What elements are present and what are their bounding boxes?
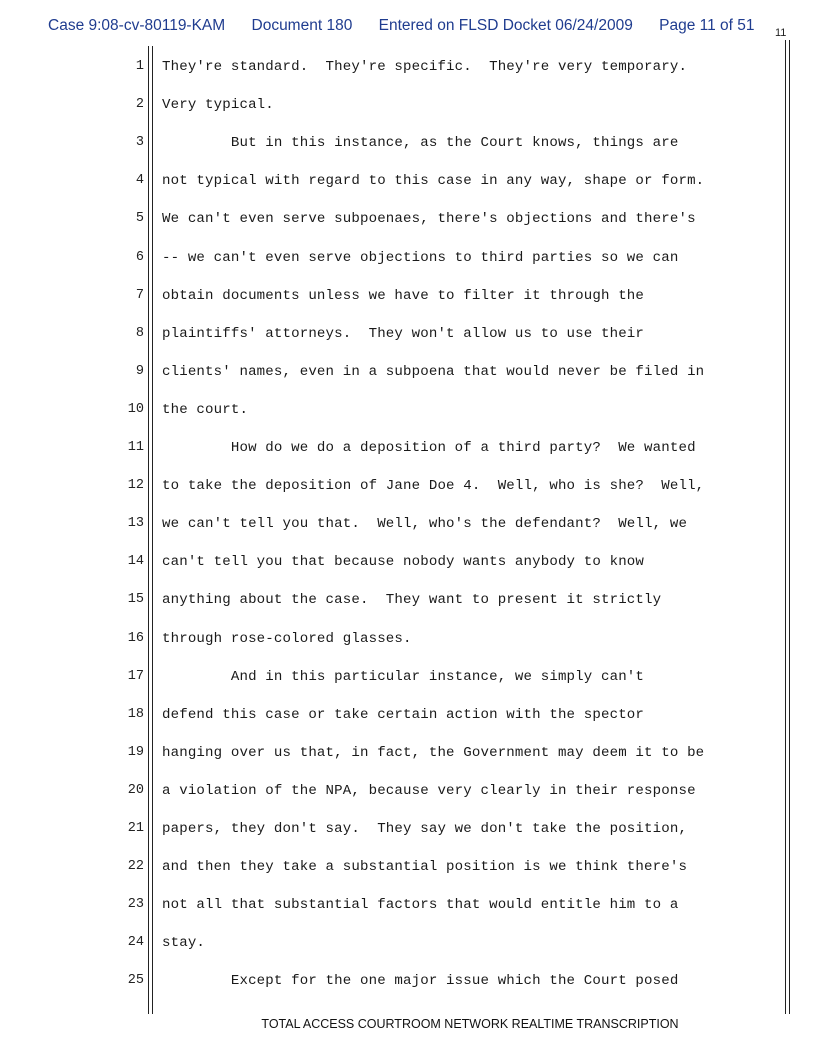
transcript-line <box>0 821 816 841</box>
line-number: 25 <box>127 973 144 989</box>
line-number: 9 <box>135 363 144 379</box>
line-text: not all that substantial factors that would entitle him to a <box>162 897 679 914</box>
transcript-line <box>0 59 816 79</box>
transcript-line <box>0 973 816 993</box>
transcript-line <box>0 592 816 612</box>
document-number: Document 180 <box>251 17 353 34</box>
transcript-line <box>0 364 816 384</box>
line-text: How do we do a deposition of a third party? We wanted <box>162 440 696 456</box>
line-number: 22 <box>127 859 144 875</box>
line-text: to take the deposition of Jane Doe 4. Well, who is she? Well, <box>162 478 705 495</box>
line-text: papers, they don't say. They say we don't take the position, <box>162 821 688 837</box>
line-number: 10 <box>127 401 144 417</box>
line-text: anything about the case. They want to present it strictly <box>162 592 662 609</box>
line-text: hanging over us that, in fact, the Government may deem it to be <box>162 744 705 761</box>
line-number: 14 <box>127 554 144 570</box>
line-text: stay. <box>162 935 206 952</box>
transcript-line <box>0 516 816 536</box>
docket-entry-date: Entered on FLSD Docket 06/24/2009 <box>378 17 633 34</box>
transcript-line <box>0 707 816 727</box>
line-number: 15 <box>127 592 144 608</box>
transcript-line <box>0 402 816 422</box>
transcription-footer: TOTAL ACCESS COURTROOM NETWORK REALTIME TRANSCRIPTION <box>261 1017 679 1031</box>
line-number: 4 <box>135 173 144 189</box>
line-number: 6 <box>135 249 144 265</box>
transcript-line <box>0 440 816 460</box>
transcript-line <box>0 631 816 651</box>
line-number: 20 <box>127 782 144 798</box>
line-text: we can't tell you that. Well, who's the defendant? Well, we <box>162 516 688 533</box>
line-number: 23 <box>127 897 144 913</box>
line-text: But in this instance, as the Court knows, things are <box>162 135 679 152</box>
transcript-line <box>0 669 816 689</box>
line-number: 8 <box>135 325 144 341</box>
transcript-line <box>0 783 816 803</box>
line-number: 5 <box>135 211 144 227</box>
line-number: 19 <box>127 744 144 760</box>
line-number: 17 <box>127 668 144 684</box>
line-number: 2 <box>135 97 144 113</box>
line-number: 7 <box>135 287 144 303</box>
line-number: 3 <box>135 135 144 151</box>
transcript-line <box>0 554 816 574</box>
transcript-line <box>0 478 816 498</box>
transcript-line <box>0 250 816 270</box>
line-text: a violation of the NPA, because very clearly in their response <box>162 782 696 799</box>
line-text: clients' names, even in a subpoena that would never be filed in <box>162 363 705 380</box>
line-text: Except for the one major issue which the Court posed <box>162 973 679 990</box>
transcript-line <box>0 288 816 308</box>
line-number: 11 <box>127 440 144 455</box>
transcript-line <box>0 859 816 879</box>
line-number: 21 <box>127 821 144 836</box>
transcript-page-number: 11 <box>775 27 787 39</box>
transcript-line <box>0 135 816 155</box>
line-number: 1 <box>135 59 144 74</box>
transcript-line <box>0 897 816 917</box>
line-number: 18 <box>127 706 144 722</box>
line-text: We can't even serve subpoenaes, there's objections and there's <box>162 211 696 228</box>
transcript-line <box>0 326 816 346</box>
transcript-line <box>0 97 816 117</box>
line-number: 24 <box>127 935 144 951</box>
line-text: -- we can't even serve objections to third parties so we can <box>162 249 679 266</box>
case-number: Case 9:08-cv-80119-KAM <box>48 17 226 34</box>
line-text: the court. <box>162 401 249 418</box>
line-number: 12 <box>127 478 144 494</box>
line-text: Very typical. <box>162 97 274 114</box>
transcript-line <box>0 745 816 765</box>
transcript-line <box>0 173 816 193</box>
line-text: They're standard. They're specific. They're very temporary. <box>162 59 688 75</box>
line-text: plaintiffs' attorneys. They won't allow us to use their <box>162 325 645 342</box>
line-text: through rose-colored glasses. <box>162 630 412 647</box>
line-text: defend this case or take certain action with the spector <box>162 706 645 723</box>
line-text: not typical with regard to this case in any way, shape or form. <box>162 173 705 190</box>
line-number: 16 <box>127 630 144 646</box>
docket-header <box>48 17 755 35</box>
transcript-line <box>0 935 816 955</box>
page-of-total: Page 11 of 51 <box>659 17 755 34</box>
line-text: and then they take a substantial position is we think there's <box>162 859 688 876</box>
line-text: And in this particular instance, we simply can't <box>162 668 645 685</box>
line-text: can't tell you that because nobody wants anybody to know <box>162 554 645 571</box>
line-text: obtain documents unless we have to filter it through the <box>162 287 645 304</box>
transcript-line <box>0 211 816 231</box>
line-number: 13 <box>127 516 144 532</box>
